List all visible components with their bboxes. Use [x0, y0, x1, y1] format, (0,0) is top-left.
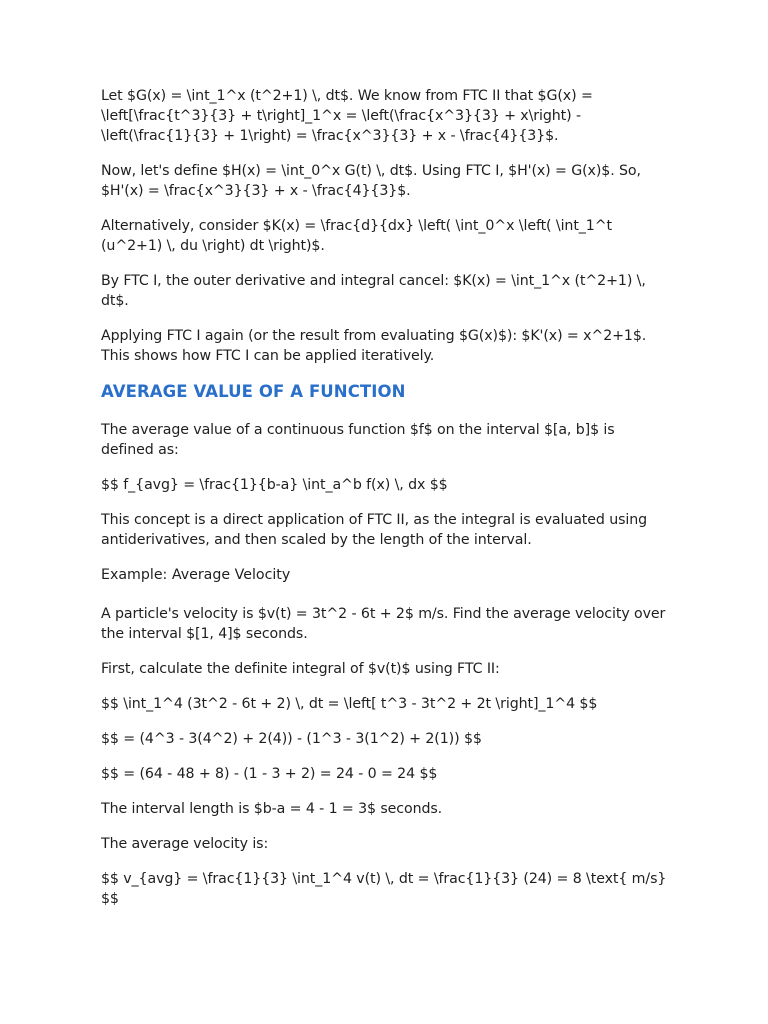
formula-average-value: $$ f_{avg} = \frac{1}{b-a} \int_a^b f(x) \, dx $$	[101, 477, 448, 493]
paragraph-average-velocity-intro: The average velocity is:	[101, 836, 269, 852]
section-heading: AVERAGE VALUE OF A FUNCTION	[101, 382, 406, 401]
formula-integral: $$ \int_1^4 (3t^2 - 6t + 2) \, dt = \left[ t^3 - 3t^2 + 2t \right]_1^4 $$	[101, 696, 598, 712]
paragraph-g-definition: Let $G(x) = \int_1^x (t^2+1) \, dt$. We know from FTC II that $G(x) = \left[\frac{t^3}{3} + t\right]_1^x = \left(\frac{x^3}{3} + x\right) - \left(\frac{1}{3} + 1\right) = \frac{x^3}{3} + x - \frac{4}{3}$.	[101, 88, 593, 144]
document-page	[101, 86, 671, 924]
paragraph-first-calculate: First, calculate the definite integral of $v(t)$ using FTC II:	[101, 661, 500, 677]
paragraph-ftc-iterative: Applying FTC I again (or the result from evaluating $G(x)$): $K'(x) = x^2+1$. This shows how FTC I can be applied iteratively.	[101, 328, 647, 364]
formula-result: $$ = (64 - 48 + 8) - (1 - 3 + 2) = 24 - 0 = 24 $$	[101, 766, 438, 782]
formula-average-velocity: $$ v_{avg} = \frac{1}{3} \int_1^4 v(t) \, dt = \frac{1}{3} (24) = 8 \text{ m/s} $$	[101, 871, 667, 907]
example-heading: Example: Average Velocity	[101, 567, 291, 583]
formula-evaluation: $$ = (4^3 - 3(4^2) + 2(4)) - (1^3 - 3(1^2) + 2(1)) $$	[101, 731, 482, 747]
paragraph-average-definition: The average value of a continuous function $f$ on the interval $[a, b]$ is defined as:	[101, 422, 615, 458]
paragraph-h-definition: Now, let's define $H(x) = \int_0^x G(t) \, dt$. Using FTC I, $H'(x) = G(x)$. So, $H'(x) = \frac{x^3}{3} + x - \frac{4}{3}$.	[101, 163, 641, 199]
paragraph-k-definition: Alternatively, consider $K(x) = \frac{d}{dx} \left( \int_0^x \left( \int_1^t (u^2+1) \, du \right) dt \right)$.	[101, 218, 612, 254]
paragraph-particle-velocity: A particle's velocity is $v(t) = 3t^2 - 6t + 2$ m/s. Find the average velocity over the interval $[1, 4]$ seconds.	[101, 606, 666, 642]
paragraph-concept: This concept is a direct application of FTC II, as the integral is evaluated using antiderivatives, and then scaled by the length of the interval.	[101, 512, 648, 548]
paragraph-interval-length: The interval length is $b-a = 4 - 1 = 3$ seconds.	[101, 801, 443, 817]
paragraph-ftc-cancel: By FTC I, the outer derivative and integral cancel: $K(x) = \int_1^x (t^2+1) \, dt$.	[101, 273, 646, 309]
